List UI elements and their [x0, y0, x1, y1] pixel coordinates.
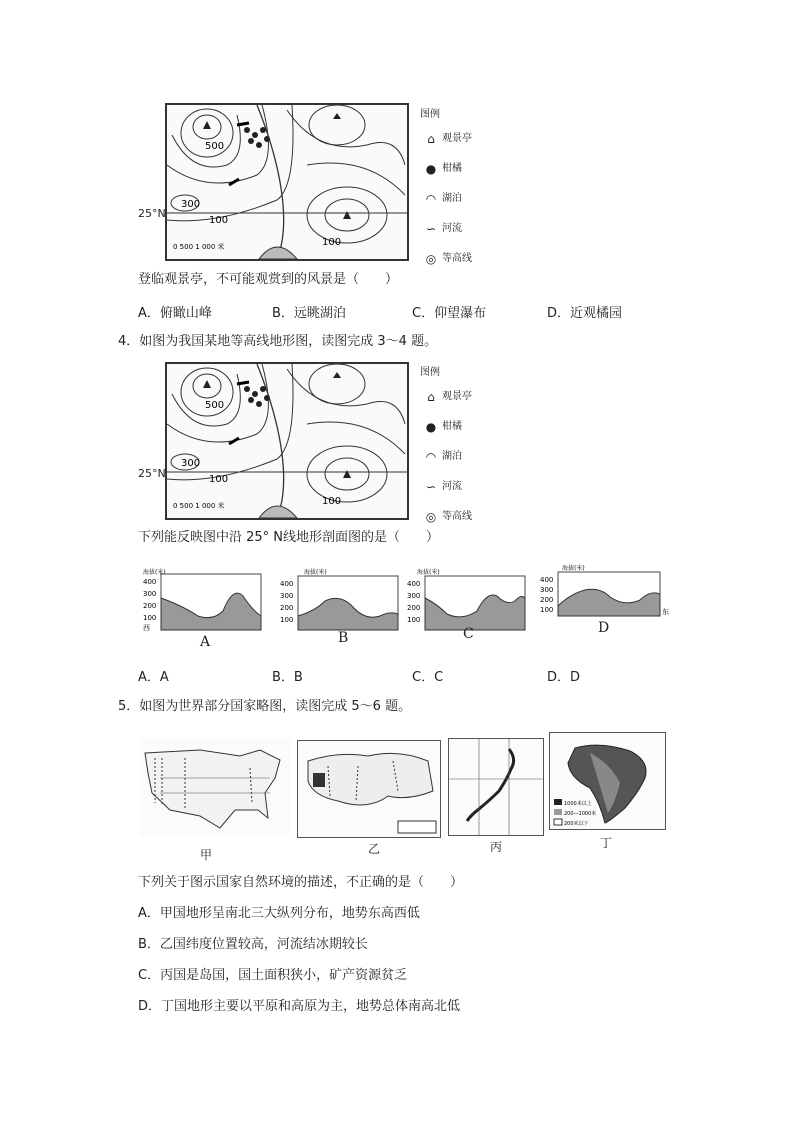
- legend-label: 观景亭: [442, 391, 472, 402]
- lake-icon: ◠: [425, 192, 437, 206]
- tick: 100: [540, 606, 554, 614]
- legend-label: 湖泊: [442, 193, 462, 204]
- profile-b: [280, 566, 400, 632]
- tick: 400: [280, 580, 294, 588]
- tick: 100: [280, 616, 294, 624]
- q5-stem: 下列关于图示国家自然环境的描述，不正确的是（ ）: [138, 875, 464, 890]
- profile-c: [407, 566, 527, 632]
- contour-label: 300: [181, 199, 201, 210]
- legend-label: 河流: [442, 223, 462, 234]
- river-icon: ∽: [425, 222, 437, 236]
- tick: 300: [540, 586, 554, 594]
- tick: 400: [540, 576, 554, 584]
- q5-option-d: D．丁国地形主要以平原和高原为主，地势总体南高北低: [138, 999, 461, 1014]
- q5-option-a: A．甲国地形呈南北三大纵列分布，地势东高西低: [138, 906, 420, 921]
- map-yi-russia: [297, 740, 441, 838]
- contour-label: 100: [209, 474, 229, 485]
- q5-option-c: C．丙国是岛国，国土面积狭小，矿产资源贫乏: [138, 968, 408, 983]
- q4-option-a: A．A: [138, 670, 169, 685]
- q5-option-b: B．乙国纬度位置较高，河流结冰期较长: [138, 937, 368, 952]
- contour-label: 500: [205, 400, 225, 411]
- tick: 300: [280, 592, 294, 600]
- axis-end: 东: [662, 608, 669, 616]
- tick: 300: [143, 590, 157, 598]
- contour-icon: ◎: [425, 252, 437, 266]
- legend-label: 1000米以上: [564, 801, 592, 807]
- profile-ylabel: 海拔(米): [562, 565, 585, 572]
- orange-icon: ●: [425, 420, 437, 434]
- contour-label: 500: [205, 141, 225, 152]
- profile-ylabel: 海拔(米): [304, 569, 327, 576]
- legend-title: 图例: [420, 367, 440, 378]
- q3-option-d: D．近观橘园: [547, 306, 623, 321]
- q5-title: 5．如图为世界部分国家略图，读图完成 5～6 题。: [118, 699, 412, 714]
- contour-lines: [167, 105, 407, 259]
- q3-option-c: C．仰望瀑布: [412, 306, 487, 321]
- profile-letter: C: [463, 626, 474, 642]
- map-scale: 0 500 1 000 米: [173, 243, 225, 251]
- map-caption: 甲: [200, 848, 213, 862]
- q4-option-b: B．B: [272, 670, 303, 685]
- q4-stem: 下列能反映图中沿 25° N线地形剖面图的是（ ）: [138, 530, 440, 545]
- tick: 400: [143, 578, 157, 586]
- q3-option-b: B．远眺湖泊: [272, 306, 346, 321]
- legend-label: 柑橘: [442, 163, 462, 174]
- profile-ylabel: 海拔(米): [417, 569, 440, 576]
- pavilion-icon: ⌂: [427, 390, 435, 404]
- map-jia-usa: [140, 738, 290, 836]
- legend-label: 200—1000米: [564, 811, 597, 817]
- contour-label: 100: [209, 215, 229, 226]
- map-legend-1: [420, 106, 472, 274]
- q4-option-c: C．C: [412, 670, 444, 685]
- latitude-label: 25°N: [138, 207, 166, 220]
- tick: 300: [407, 592, 421, 600]
- map-caption: 丙: [490, 840, 503, 854]
- contour-map-1: [165, 103, 409, 261]
- profile-a: [143, 566, 263, 632]
- latitude-label: 25°N: [138, 467, 166, 480]
- tick: 200: [407, 604, 421, 612]
- contour-icon: ◎: [425, 510, 437, 524]
- tick: 400: [407, 580, 421, 588]
- axis-end: 西: [143, 624, 150, 632]
- profile-d: [540, 562, 670, 628]
- tick: 200: [280, 604, 294, 612]
- tick: 100: [143, 614, 157, 622]
- legend-label: 观景亭: [442, 133, 472, 144]
- legend-title: 图例: [420, 109, 440, 120]
- map-legend-2: [420, 364, 472, 532]
- river-icon: ∽: [425, 480, 437, 494]
- profile-letter: A: [200, 634, 211, 650]
- contour-lines: [167, 364, 407, 518]
- lake-icon: ◠: [425, 450, 437, 464]
- contour-label: 300: [181, 458, 201, 469]
- map-ding-brazil: [549, 732, 666, 830]
- map-bing-japan: [448, 738, 544, 836]
- q4-title: 4．如图为我国某地等高线地形图，读图完成 3～4 题。: [118, 334, 438, 349]
- profile-letter: B: [338, 630, 349, 646]
- tick: 200: [143, 602, 157, 610]
- legend-label: 等高线: [442, 511, 472, 522]
- legend-label: 等高线: [442, 253, 472, 264]
- legend-label: 柑橘: [442, 421, 462, 432]
- tick: 200: [540, 596, 554, 604]
- profile-letter: D: [598, 620, 610, 636]
- map-caption: 乙: [368, 842, 381, 856]
- q3-option-a: A．俯瞰山峰: [138, 306, 212, 321]
- contour-label: 100: [322, 237, 342, 248]
- legend-label: 河流: [442, 481, 462, 492]
- pavilion-icon: ⌂: [427, 132, 435, 146]
- tick: 100: [407, 616, 421, 624]
- legend-label: 200米以下: [564, 821, 589, 827]
- contour-map-2: [165, 362, 409, 520]
- orange-icon: ●: [425, 162, 437, 176]
- map-caption: 丁: [600, 836, 613, 850]
- map-scale: 0 500 1 000 米: [173, 502, 225, 510]
- profile-ylabel: 海拔(米): [143, 569, 166, 576]
- legend-label: 湖泊: [442, 451, 462, 462]
- q4-option-d: D．D: [547, 670, 581, 685]
- q3-stem: 登临观景亭，不可能观赏到的风景是（ ）: [138, 272, 399, 287]
- contour-label: 100: [322, 496, 342, 507]
